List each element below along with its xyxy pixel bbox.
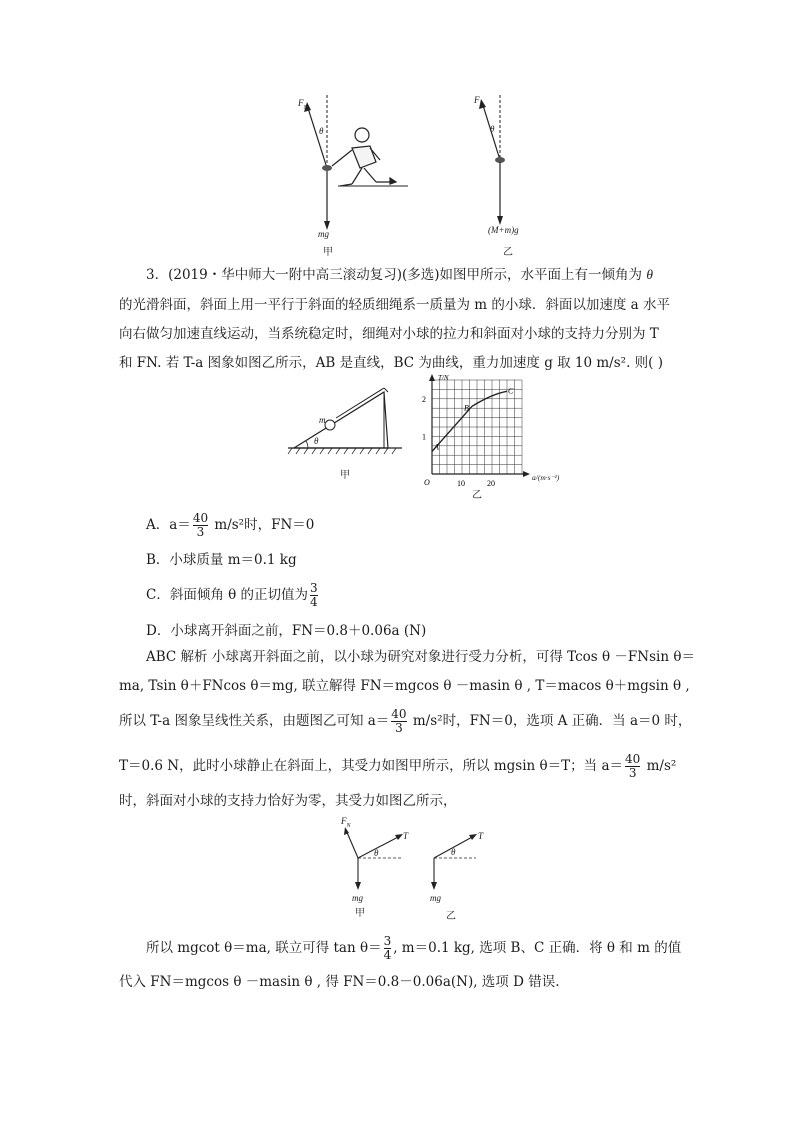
person-illustration (332, 128, 396, 186)
force-right-caption: 乙 (446, 911, 456, 922)
question-line-4: 和 FN. 若 T-a 图象如图乙所示，AB 是直线，BC 为曲线，重力加速度 g 取 10 m/s². 则( ) (119, 355, 663, 371)
right-mg-label: (M+m)g (488, 225, 519, 235)
force-right-mg-label: mg (430, 893, 441, 903)
solution-line-1: ABC 解析 小球离开斜面之前，以小球为研究对象进行受力分析，可得 Tcos θ －FNsin θ＝ (146, 649, 695, 665)
x-tick-10: 10 (457, 479, 465, 488)
option-a: A．a＝ $\frac{40}{3}$ m/s²时，FN＝0 (146, 511, 315, 539)
incline-mass-label: m (319, 415, 326, 425)
force-left-mg-label: mg (352, 893, 363, 903)
left-caption: 甲 (323, 247, 333, 258)
force-left-fn-label: $F_N$ (341, 816, 351, 829)
right-theta-label: θ (490, 124, 495, 134)
incline-caption: 甲 (340, 470, 350, 481)
point-b-label: B (463, 403, 469, 413)
force-left-t-label: T (403, 831, 409, 841)
option-d: D．小球离开斜面之前，FN＝0.8＋0.06a (N) (146, 623, 427, 639)
point-a-label: A (434, 442, 439, 452)
t-a-graph (418, 370, 548, 500)
right-caption: 乙 (503, 247, 513, 258)
force-right-theta-label: θ (451, 847, 456, 857)
left-mg-label: mg (318, 229, 329, 239)
force-left-caption: 甲 (355, 908, 365, 919)
question-line-3: 向右做匀加速直线运动，当系统稳定时，细绳对小球的拉力和斜面对小球的支持力分别为 T (119, 326, 659, 342)
option-b: B．小球质量 m＝0.1 kg (146, 552, 297, 568)
solution-line-2: ma, Tsin θ＋FNcos θ＝mg, 联立解得 FN＝mgcos θ －masin θ , T＝macos θ＋mgsin θ , (119, 678, 690, 694)
left-fn-label: $F_N$ (298, 98, 308, 111)
question-line-1: 3．(2019・华中师大一附中高三滚动复习)(多选)如图甲所示，水平面上有一倾角为 θ (146, 267, 653, 283)
incline-figure (286, 380, 406, 480)
conclusion-line-1: 所以 mgcot θ＝ma, 联立可得 tan θ＝ $\frac{3}{4}$ , m＝0.1 kg, 选项 B、C 正确．将 θ 和 m 的值 (146, 934, 682, 962)
solution-line-5: 时，斜面对小球的支持力恰好为零，其受力如图乙所示， (119, 793, 457, 809)
y-tick-2: 2 (422, 394, 426, 404)
x-tick-20: 20 (487, 479, 495, 488)
force-left-theta-label: θ (374, 848, 379, 858)
right-f-label: F (474, 95, 480, 105)
incline-theta-label: θ (314, 436, 319, 446)
y-axis-label: T/N (438, 374, 449, 382)
force-right-t-label: T (478, 831, 484, 841)
y-tick-1: 1 (422, 432, 426, 442)
question-line-2: 的光滑斜面，斜面上用一平行于斜面的轻质细绳系一质量为 m 的小球．斜面以加速度 a 水平 (119, 297, 671, 313)
origin-label: O (424, 478, 430, 487)
conclusion-line-2: 代入 FN＝mgcos θ －masin θ , 得 FN＝0.8－0.06a(N), 选项 D 错误. (119, 974, 560, 990)
point-c-label: C (508, 386, 514, 396)
x-axis-label: a/(m·s⁻²) (532, 473, 560, 482)
solution-line-3: 所以 T-a 图象呈线性关系，由题图乙可知 a＝ $\frac{40}{3}$ m/s²时，FN＝0，选项 A 正确．当 a＝0 时， (119, 707, 692, 735)
left-theta-label: θ (319, 126, 324, 136)
graph-caption: 乙 (472, 490, 482, 501)
option-c: C．斜面倾角 θ 的正切值为 $\frac{3}{4}$ (146, 581, 318, 609)
solution-line-4: T＝0.6 N，此时小球静止在斜面上，其受力如图甲所示，所以 mgsin θ＝T；当 a＝ $\frac{40}{3}$ m/s² (119, 752, 677, 780)
